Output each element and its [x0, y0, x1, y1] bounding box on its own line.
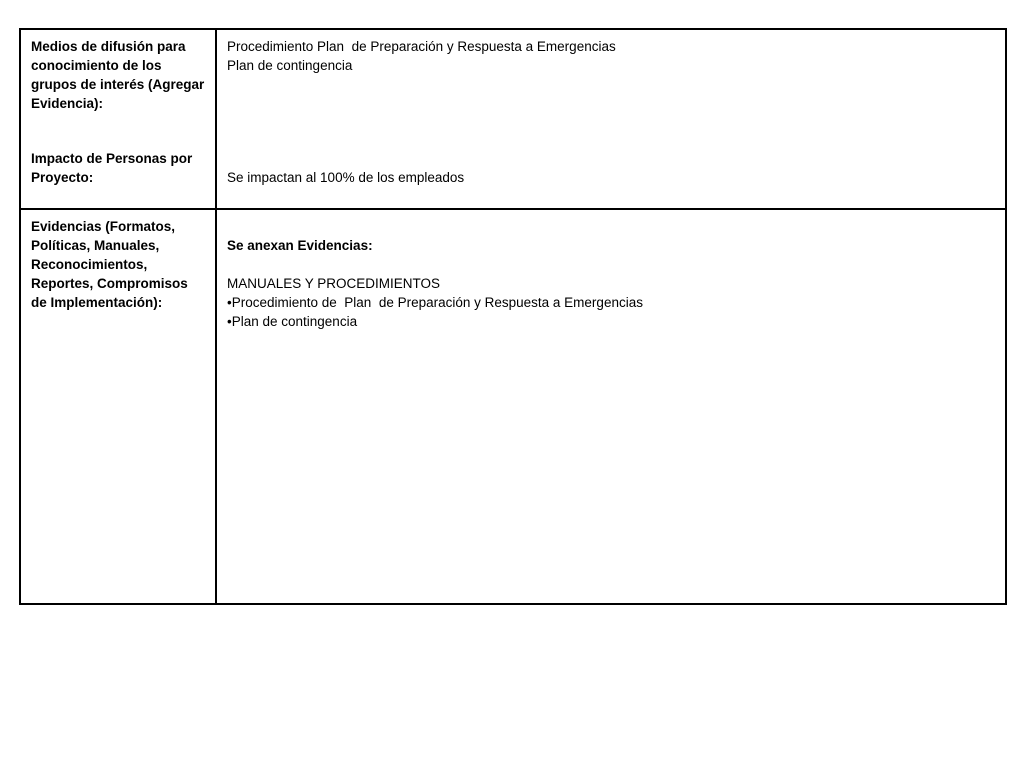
table-row	[20, 209, 1006, 604]
value-cell	[216, 209, 1006, 604]
label-cell	[20, 209, 216, 604]
people-impact-label: Impacto de Personas por Proyecto:	[31, 151, 193, 185]
evidence-table	[19, 28, 1007, 605]
evidence-label: Evidencias (Formatos, Políticas, Manuales, Reconocimientos, Reportes, Compromisos de Implementación):	[31, 219, 188, 310]
diffusion-media-label: Medios de difusión para conocimiento de los grupos de interés (Agregar Evidencia):	[31, 39, 205, 111]
table-row	[20, 29, 1006, 209]
label-cell	[20, 29, 216, 209]
contingency-plan-line: Plan de contingencia	[227, 58, 353, 73]
manuals-section-title: MANUALES Y PROCEDIMIENTOS	[227, 276, 441, 291]
procedure-line: Procedimiento Plan de Preparación y Respuesta a Emergencias	[227, 39, 616, 54]
list-item: • Plan de contingencia	[227, 312, 995, 331]
list-item: • Procedimiento de Plan de Preparación y Respuesta a Emergencias	[227, 293, 995, 312]
value-cell	[216, 29, 1006, 209]
people-impact-value: Se impactan al 100% de los empleados	[227, 170, 465, 185]
evidence-heading: Se anexan Evidencias:	[227, 238, 373, 253]
